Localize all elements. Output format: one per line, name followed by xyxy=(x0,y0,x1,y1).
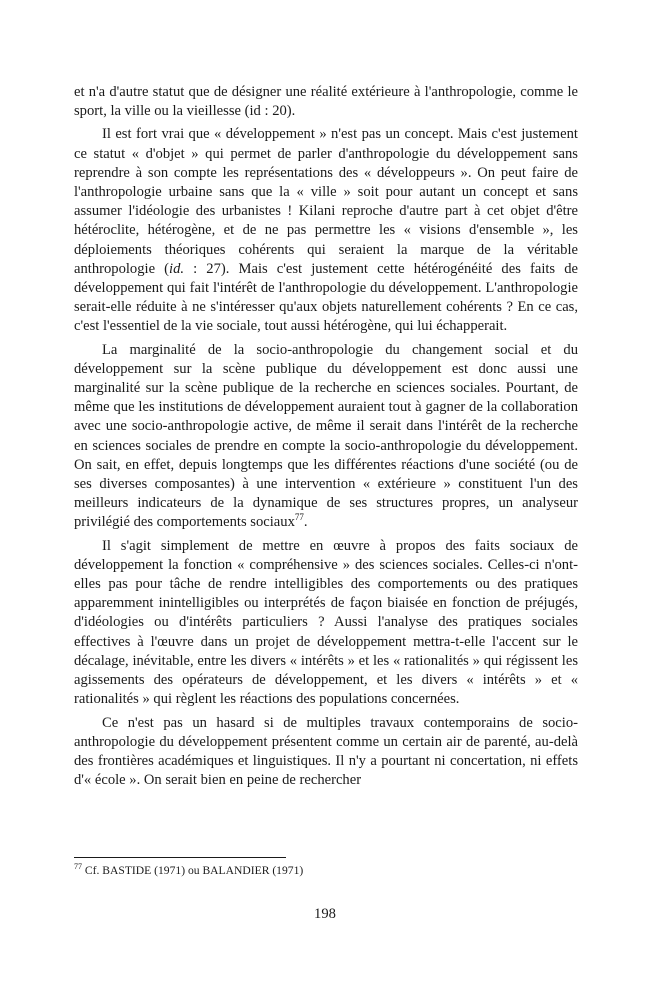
paragraph-text-end: . xyxy=(303,514,308,531)
footnote xyxy=(74,863,578,878)
footnote-text: Cf. BASTIDE (1971) ou BALANDIER (1971) xyxy=(84,864,304,877)
paragraph-text: La marginalité de la socio-anthropologie du changement social et du développement sur la scène publique du développement est donc aussi une marginalité sur la scène publique de la recherche en sciences sociales. Pourtant, de même que les institutions de développement auraient tout à gagner de la collaboration avec une socio-anthropologie active, de même il serait dans l'intérêt de la recherche en sciences sociales de prendre en compte la socio-anthropologie du développement. On sait, en effet, depuis longtemps que les différentes réactions d'une société (ou de ses diverses composantes) à une intervention « extérieure » constituent l'un des meilleurs indicateurs de la dynamique de ses structures propres, un analyseur privilégié des comportements sociaux xyxy=(74,341,578,531)
footnote-reference[interactable]: 77 xyxy=(294,512,304,523)
paragraph-marginality xyxy=(74,341,578,533)
page-number: 198 xyxy=(314,906,336,922)
paragraph-continuation: et n'a d'autre statut que de désigner une réalité extérieure à l'anthropologie, comme le sport, la ville ou la vieillesse (id : 20). xyxy=(74,84,578,120)
paragraph-text-continued: : 27). Mais c'est justement cette hétérogénéité des faits de développement qui fait l'intérêt de l'anthropologie du développement. L'anthropologie serait-elle réduite à ne s'intéresser qu'aux objets naturellement cohérents ? En ce cas, c'est l'essentiel de la vie sociale, tout aussi hétérogène, qui lui échapperait. xyxy=(74,260,578,335)
body-text xyxy=(74,83,578,794)
footnote-divider xyxy=(74,857,286,858)
paragraph-comprehensive-function: Il s'agit simplement de mettre en œuvre à propos des faits sociaux de développement la fonction « compréhensive » des sciences sociales. Celles-ci n'ont-elles pas pour tâche de rendre intelligibles des comportements ou des pratiques apparemment inintelligibles ou interprétés de façon biaisée en fonction de préjugés, d'idéologies ou d'intérêts particuliers ? Aussi l'analyse des pratiques sociales effectives à l'œuvre dans un projet de développement mettra-t-elle l'accent sur le décalage, inévitable, entre les divers « intérêts » et les « rationalités » qui régissent les agissements des opérateurs de développement, et les divers « intérêts » et « rationalités » qui règlent les réactions des populations concernées. xyxy=(74,537,578,708)
paragraph-text: Il est fort vrai que « développement » n'est pas un concept. Mais c'est justement ce statut « d'objet » qui permet de parler d'anthropologie du développement sans reprendre à son compte les représentations des « développeurs ». On peut faire de l'anthropologie urbaine sans que la « ville » soit pour autant un concept et sans assumer l'idéologie des urbanistes ! Kilani reproche d'autre part à cet objet d'être hétéroclite, hétérogène, et de ne pas permettre les « visions d'ensemble », les déploiements théoriques cohérents qui seraient la marque de la véritable anthropologie ( xyxy=(74,126,578,277)
footnote-number: 77 xyxy=(74,862,82,871)
paragraph-kinship: Ce n'est pas un hasard si de multiples travaux contemporains de socio-anthropologie du développement présentent comme un certain air de parenté, au-delà des frontières académiques et linguistiques. Il n'y a pourtant ni concertation, ni effets d'« école ». On serait bien en peine de rechercher xyxy=(74,714,578,789)
italic-reference: id. xyxy=(169,260,185,277)
paragraph-development-not-concept xyxy=(74,125,578,336)
